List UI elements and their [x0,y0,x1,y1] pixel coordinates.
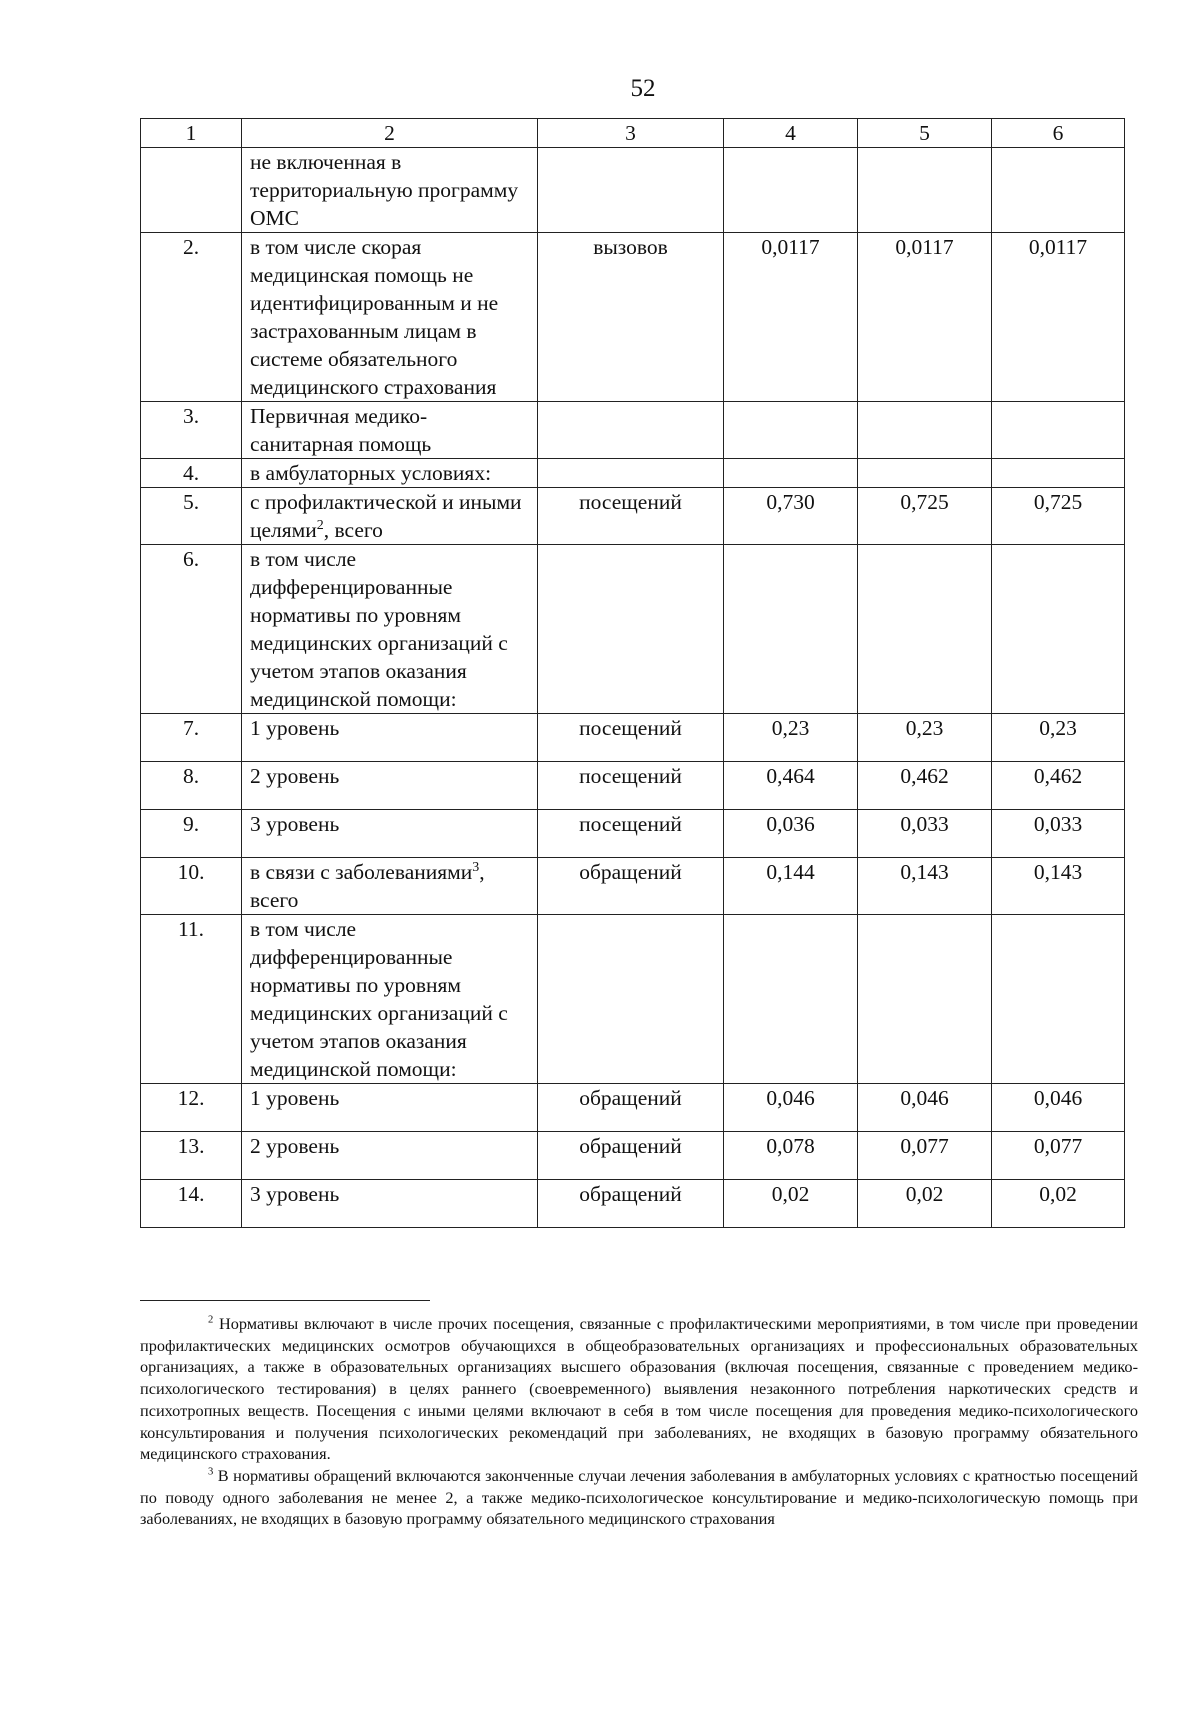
table-row [141,545,1125,714]
header-col-1: 1 [141,119,242,148]
row-name-text: с профилактической и иными целями [250,490,522,542]
row-value-col5 [858,545,992,714]
row-name: Первичная медико-санитарная помощь [242,402,538,459]
row-value-col5: 0,462 [858,762,992,810]
footnote-mark: 2 [208,1314,214,1326]
row-value-col6: 0,0117 [992,233,1125,402]
row-value-col5 [858,459,992,488]
row-value-col4 [724,148,858,233]
row-name [242,488,538,545]
row-value-col4: 0,036 [724,810,858,858]
header-row [141,119,1125,148]
row-name: 1 уровень [242,1084,538,1132]
row-number: 10. [141,858,242,915]
row-value-col5: 0,143 [858,858,992,915]
row-unit: обращений [538,858,724,915]
table-row [141,459,1125,488]
row-unit: посещений [538,762,724,810]
row-value-col5: 0,033 [858,810,992,858]
row-value-col5 [858,148,992,233]
row-name: 2 уровень [242,762,538,810]
table-row [141,488,1125,545]
row-value-col4: 0,23 [724,714,858,762]
row-value-col6 [992,402,1125,459]
row-value-col4: 0,046 [724,1084,858,1132]
row-number: 3. [141,402,242,459]
row-number: 13. [141,1132,242,1180]
row-value-col6: 0,143 [992,858,1125,915]
page-number: 52 [630,75,656,102]
header-col-4: 4 [724,119,858,148]
row-name: в том числе дифференцированные нормативы по уровням медицинских организаций с учетом этапов оказания медицинской помощи: [242,915,538,1084]
row-number: 12. [141,1084,242,1132]
row-number [141,148,242,233]
table-row [141,233,1125,402]
table-row [141,714,1125,762]
footnote-separator [140,1300,430,1301]
row-name [242,858,538,915]
row-value-col5: 0,02 [858,1180,992,1228]
footnotes [140,1313,1138,1530]
footnote-text: Нормативы включают в числе прочих посещения, связанные с профилактическими мероприятиями, в том числе при проведении профилактических медицинских осмотров обучающихся в общеобразовательных организациях и профессиональных образовательных организациях, а также в образовательных организациях высшего образования (включая посещения, связанные с проведением медико-психологического тестирования) в целях раннего (своевременного) выявления незаконного потребления наркотических средств и психотропных веществ. Посещения с иными целями включают в себя в том числе посещения для проведения медико-психологического консультирования и получения психологических рекомендаций при заболеваниях, не входящих в базовую программу обязательного медицинского страхования. [140,1314,1138,1464]
row-number: 7. [141,714,242,762]
norms-table [140,118,1125,1228]
row-value-col4 [724,459,858,488]
row-name-tail: , всего [250,860,485,912]
row-number: 9. [141,810,242,858]
row-unit [538,545,724,714]
row-value-col6 [992,148,1125,233]
footnote-ref: 3 [472,859,480,875]
row-unit: обращений [538,1132,724,1180]
row-value-col4 [724,545,858,714]
row-name: не включенная в территориальную программу ОМС [242,148,538,233]
row-value-col6: 0,046 [992,1084,1125,1132]
row-value-col6: 0,02 [992,1180,1125,1228]
row-value-col5 [858,915,992,1084]
footnote-text: В нормативы обращений включаются законченные случаи лечения заболевания в амбулаторных условиях с кратностью посещений по поводу одного заболевания не менее 2, а также медико-психологическое консультирование и медико-психологическую помощь при заболеваниях, не входящих в базовую программу обязательного медицинского страхования [140,1465,1138,1529]
row-unit: вызовов [538,233,724,402]
row-value-col4 [724,402,858,459]
row-name: 1 уровень [242,714,538,762]
row-number: 5. [141,488,242,545]
row-unit: посещений [538,714,724,762]
row-unit: обращений [538,1084,724,1132]
row-name: в том числе скорая медицинская помощь не идентифицированным и не застрахованным лицам в системе обязательного медицинского страхования [242,233,538,402]
row-value-col6: 0,725 [992,488,1125,545]
row-name: 2 уровень [242,1132,538,1180]
row-number: 2. [141,233,242,402]
row-value-col5: 0,077 [858,1132,992,1180]
row-value-col4: 0,078 [724,1132,858,1180]
row-name: 3 уровень [242,810,538,858]
row-value-col5: 0,725 [858,488,992,545]
row-value-col5: 0,23 [858,714,992,762]
table-row [141,810,1125,858]
row-value-col6: 0,077 [992,1132,1125,1180]
row-unit [538,915,724,1084]
row-value-col5: 0,046 [858,1084,992,1132]
row-value-col4: 0,730 [724,488,858,545]
row-unit [538,402,724,459]
row-name-tail: , всего [323,518,383,542]
table-row [141,1084,1125,1132]
row-number: 4. [141,459,242,488]
row-unit [538,459,724,488]
row-number: 14. [141,1180,242,1228]
table-row [141,762,1125,810]
row-value-col6 [992,545,1125,714]
header-col-6: 6 [992,119,1125,148]
row-value-col6: 0,23 [992,714,1125,762]
row-value-col4: 0,0117 [724,233,858,402]
header-col-5: 5 [858,119,992,148]
row-number: 11. [141,915,242,1084]
table-header [141,119,1125,148]
row-number: 6. [141,545,242,714]
row-unit [538,148,724,233]
row-value-col4: 0,464 [724,762,858,810]
row-name-text: в связи с заболеваниями [250,860,473,884]
footnote-ref: 2 [316,517,324,533]
table-row [141,1180,1125,1228]
table-row [141,915,1125,1084]
row-value-col4: 0,02 [724,1180,858,1228]
row-unit: обращений [538,1180,724,1228]
table-body [141,148,1125,1228]
row-value-col6: 0,462 [992,762,1125,810]
row-name: в том числе дифференцированные нормативы по уровням медицинских организаций с учетом этапов оказания медицинской помощи: [242,545,538,714]
row-value-col4 [724,915,858,1084]
row-value-col5 [858,402,992,459]
header-col-3: 3 [538,119,724,148]
table-row [141,148,1125,233]
row-name: в амбулаторных условиях: [242,459,538,488]
row-unit: посещений [538,488,724,545]
row-value-col5: 0,0117 [858,233,992,402]
row-value-col6 [992,915,1125,1084]
row-name: 3 уровень [242,1180,538,1228]
row-unit: посещений [538,810,724,858]
footnote-3 [140,1465,1138,1530]
row-value-col6 [992,459,1125,488]
footnote-2 [140,1313,1138,1465]
table-row [141,858,1125,915]
table-row [141,402,1125,459]
row-value-col6: 0,033 [992,810,1125,858]
row-number: 8. [141,762,242,810]
table-row [141,1132,1125,1180]
header-col-2: 2 [242,119,538,148]
row-value-col4: 0,144 [724,858,858,915]
footnote-mark: 3 [208,1466,214,1478]
